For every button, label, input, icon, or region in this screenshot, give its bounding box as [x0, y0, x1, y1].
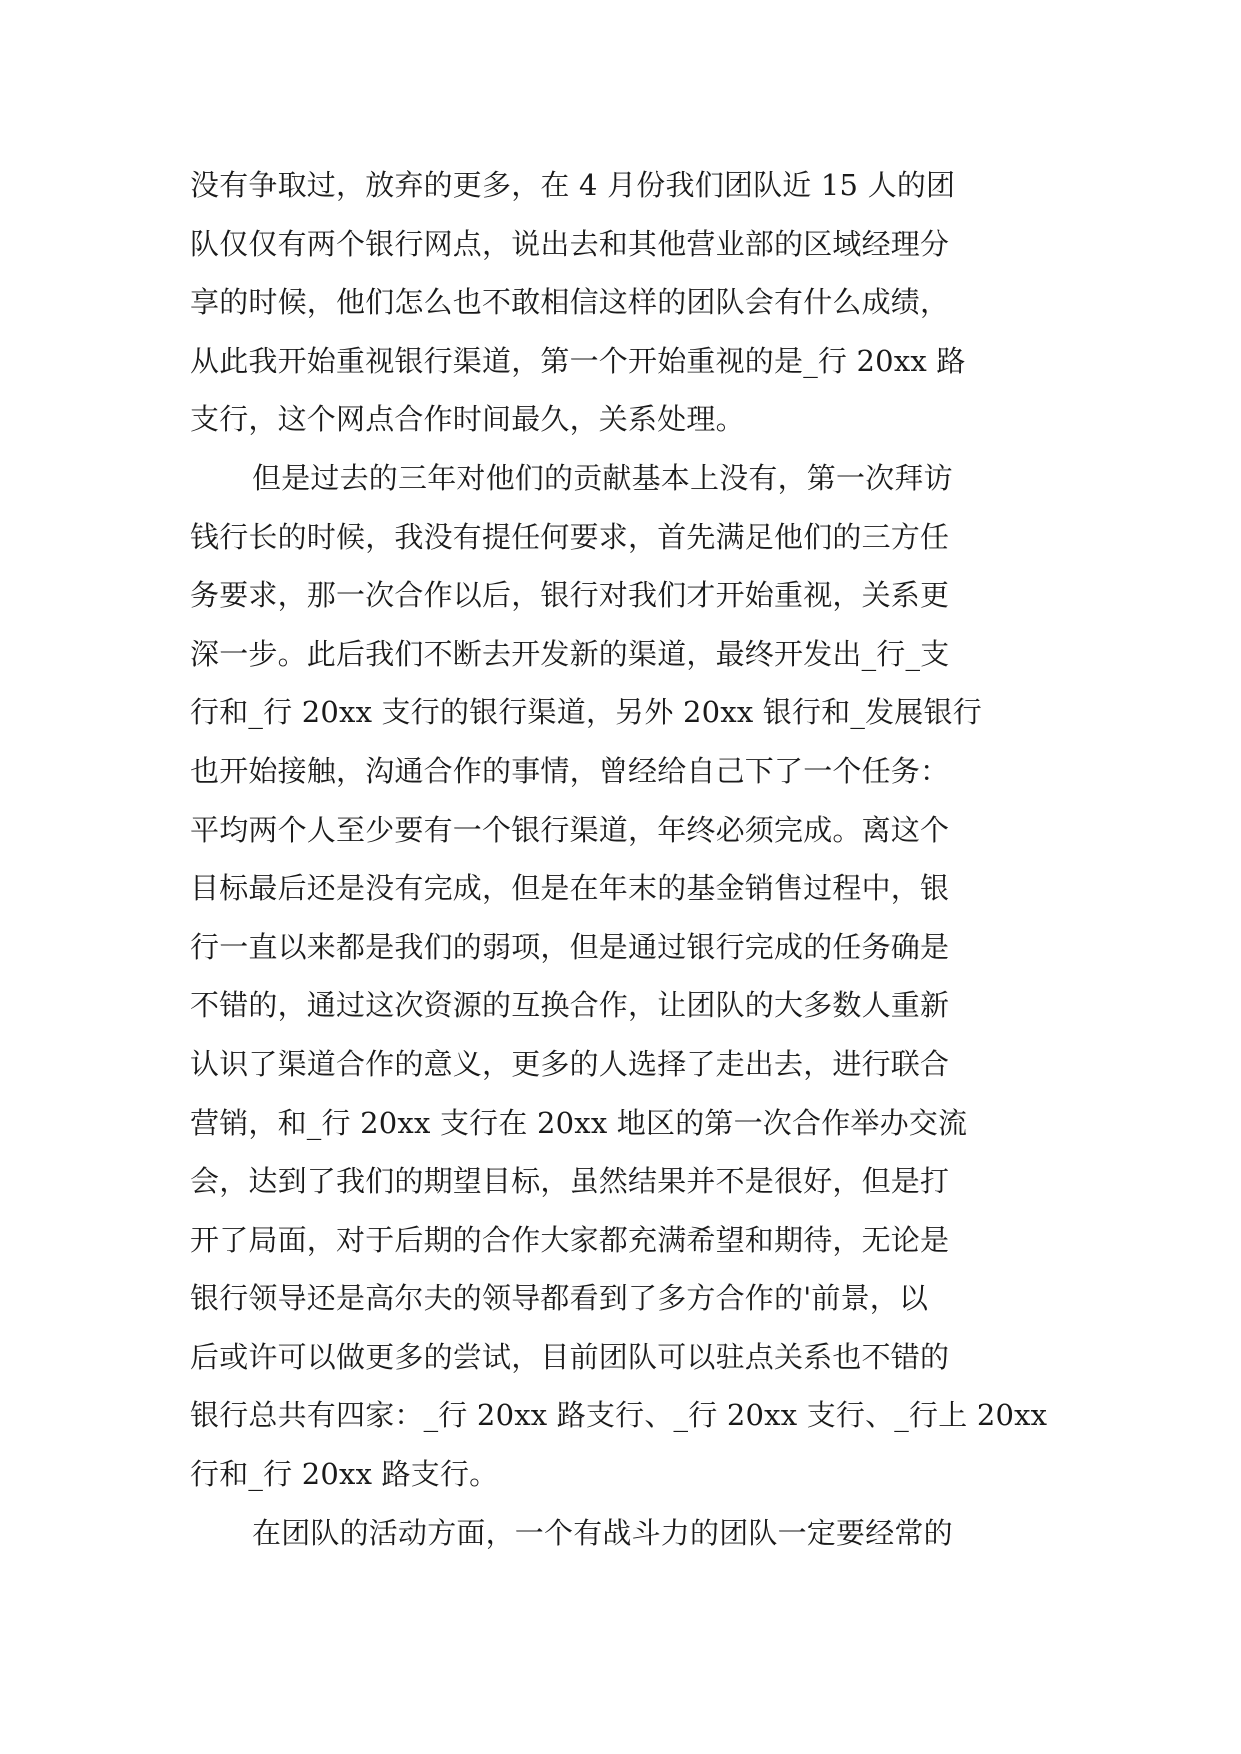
text-line: 银行领导还是高尔夫的领导都看到了多方合作的'前景，以 — [190, 1281, 929, 1316]
text-line: 从此我开始重视银行渠道，第一个开始重视的是_行 20xx 路 — [190, 343, 966, 378]
text-line: 不错的，通过这次资源的互换合作，让团队的大多数人重新 — [190, 988, 950, 1023]
text-line: 深一步。此后我们不断去开发新的渠道，最终开发出_行_支 — [190, 636, 950, 671]
text-line: 钱行长的时候，我没有提任何要求，首先满足他们的三方任 — [190, 519, 950, 554]
paragraph-start-line: 在团队的活动方面，一个有战斗力的团队一定要经常的 — [252, 1515, 953, 1550]
text-line: 也开始接触，沟通合作的事情，曾经给自己下了一个任务： — [190, 753, 950, 788]
text-line: 享的时候，他们怎么也不敢相信这样的团队会有什么成绩， — [190, 285, 950, 320]
text-line: 后或许可以做更多的尝试，目前团队可以驻点关系也不错的 — [190, 1339, 950, 1374]
text-line: 支行，这个网点合作时间最久，关系处理。 — [190, 402, 745, 437]
text-line: 行和_行 20xx 支行的银行渠道，另外 20xx 银行和_发展银行 — [190, 695, 982, 730]
body-text — [190, 156, 1062, 1562]
text-line: 平均两个人至少要有一个银行渠道，年终必须完成。离这个 — [190, 812, 950, 847]
text-line: 行一直以来都是我们的弱项，但是通过银行完成的任务确是 — [190, 929, 950, 964]
text-line: 行和_行 20xx 路支行。 — [190, 1457, 499, 1492]
text-line: 银行总共有四家：_行 20xx 路支行、_行 20xx 支行、_行上 20xx — [190, 1398, 1048, 1433]
text-line: 开了局面，对于后期的合作大家都充满希望和期待，无论是 — [190, 1222, 950, 1257]
text-line: 营销，和_行 20xx 支行在 20xx 地区的第一次合作举办交流 — [190, 1105, 968, 1140]
text-line: 认识了渠道合作的意义，更多的人选择了走出去，进行联合 — [190, 1046, 950, 1081]
text-line: 务要求，那一次合作以后，银行对我们才开始重视，关系更 — [190, 578, 950, 613]
text-line: 目标最后还是没有完成，但是在年末的基金销售过程中，银 — [190, 871, 950, 906]
paragraph-start-line: 但是过去的三年对他们的贡献基本上没有，第一次拜访 — [252, 460, 953, 495]
text-line: 队仅仅有两个银行网点，说出去和其他营业部的区域经理分 — [190, 226, 950, 261]
text-line: 会，达到了我们的期望目标，虽然结果并不是很好，但是打 — [190, 1164, 950, 1199]
text-line: 没有争取过，放弃的更多，在 4 月份我们团队近 15 人的团 — [190, 168, 956, 202]
